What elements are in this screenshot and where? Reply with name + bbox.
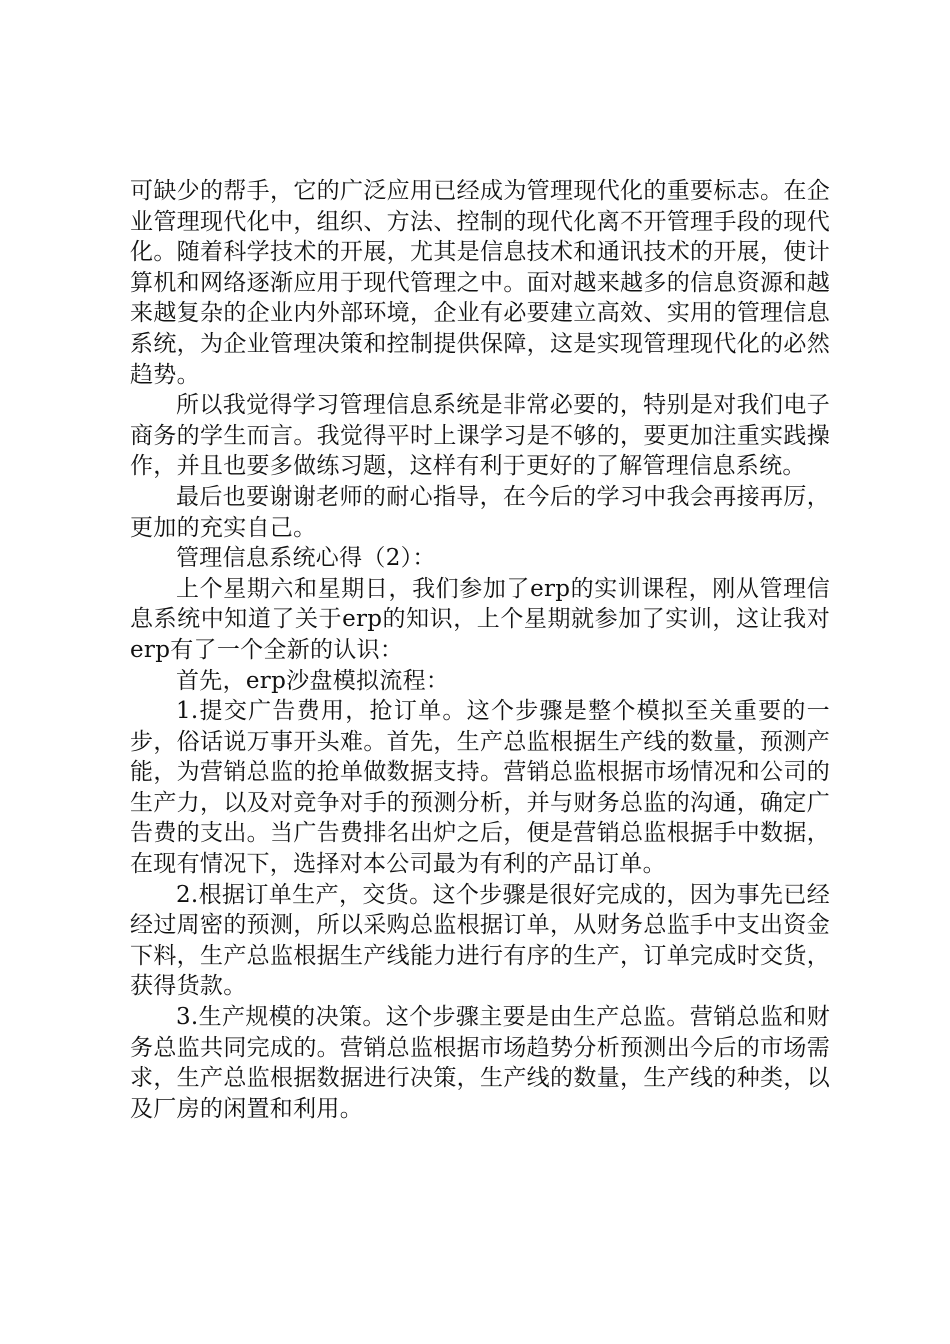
list-item-2: 2.根据订单生产，交货。这个步骤是很好完成的，因为事先已经经过周密的预测，所以采购总监根据订单，从财务总监手中支出资金下料，生产总监根据生产线能力进行有序的生产，订单完成时交货，获得货款。 bbox=[130, 881, 830, 1000]
paragraph-5: 上个星期六和星期日，我们参加了erp的实训课程，刚从管理信息系统中知道了关于erp的知识，上个星期就参加了实训，这让我对erp有了一个全新的认识： bbox=[130, 575, 830, 663]
list-item-3: 3.生产规模的决策。这个步骤主要是由生产总监。营销总监和财务总监共同完成的。营销总监根据市场趋势分析预测出今后的市场需求，生产总监根据数据进行决策，生产线的数量，生产线的种类，以及厂房的闲置和利用。 bbox=[130, 1004, 830, 1122]
paragraph-2: 所以我觉得学习管理信息系统是非常必要的，特别是对我们电子商务的学生而言。我觉得平时上课学习是不够的，要更加注重实践操作，并且也要多做练习题，这样有利于更好的了解管理信息系统。 bbox=[130, 392, 830, 480]
paragraph-6: 首先，erp沙盘模拟流程： bbox=[176, 667, 450, 694]
paragraph-1: 可缺少的帮手，它的广泛应用已经成为管理现代化的重要标志。在企业管理现代化中，组织、方法、控制的现代化离不开管理手段的现代化。随着科学技术的开展，尤其是信息技术和通讯技术的开展，使计算机和网络逐渐应用于现代管理之中。面对越来越多的信息资源和越来越复杂的企业内外部环境，企业有必要建立高效、实用的管理信息系统，为企业管理决策和控制提供保障，这是实现管理现代化的必然趋势。 bbox=[130, 178, 830, 388]
document-body bbox=[130, 176, 830, 1124]
paragraph-3: 最后也要谢谢老师的耐心指导，在今后的学习中我会再接再厉，更加的充实自己。 bbox=[130, 483, 830, 541]
section-heading: 管理信息系统心得（2）： bbox=[176, 545, 436, 572]
list-item-1: 1.提交广告费用，抢订单。这个步骤是整个模拟至关重要的一步，俗话说万事开头难。首先，生产总监根据生产线的数量，预测产能，为营销总监的抢单做数据支持。营销总监根据市场情况和公司的生产力，以及对竞争对手的预测分析，并与财务总监的沟通，确定广告费的支出。当广告费排名出炉之后，便是营销总监根据手中数据，在现有情况下，选择对本公司最为有利的产品订单。 bbox=[130, 698, 830, 878]
